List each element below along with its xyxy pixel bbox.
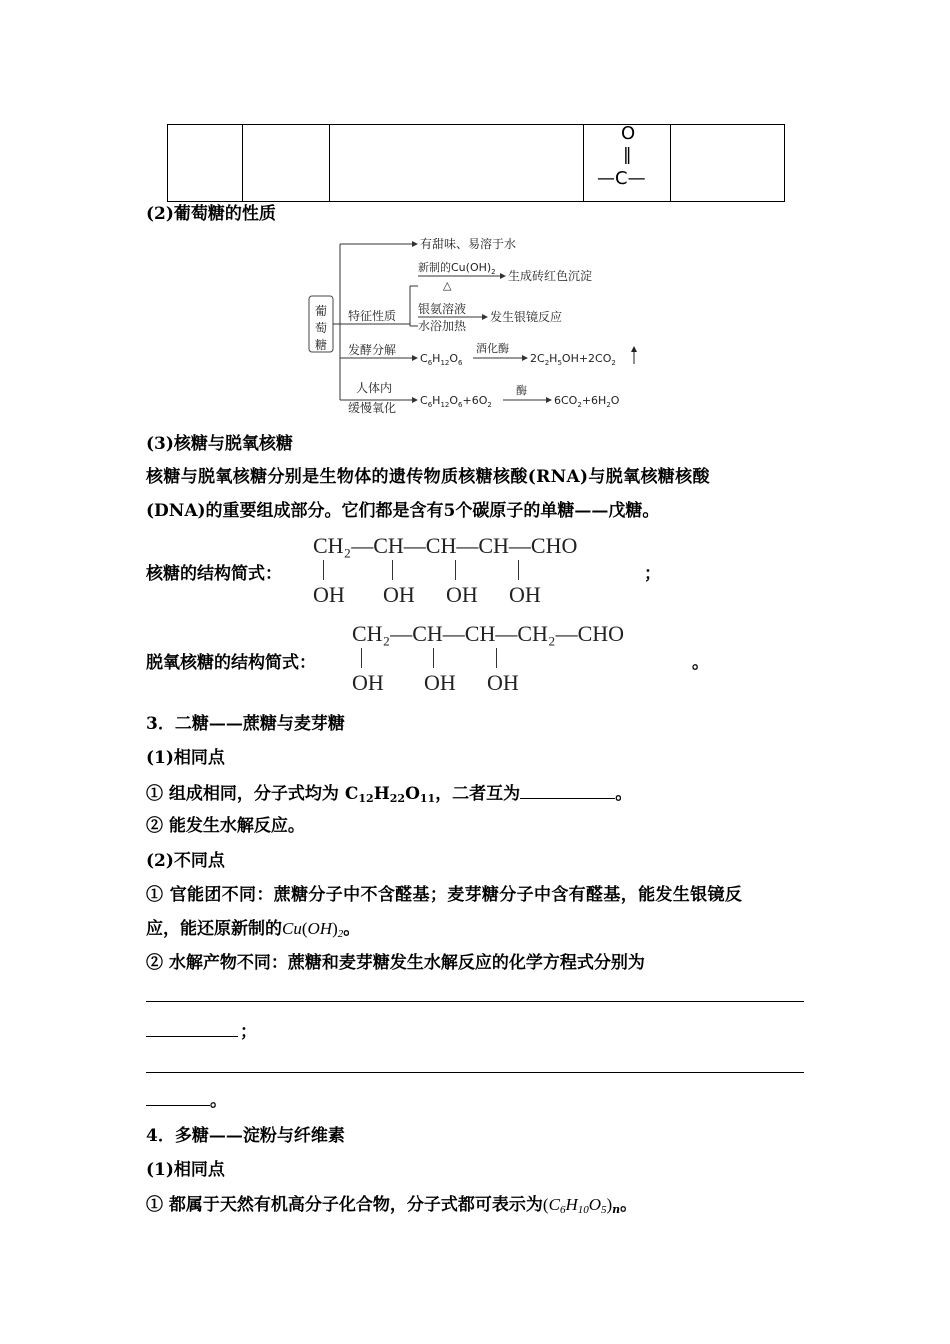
functional-group-line-2: 应，能还原新制的$Cu(OH)_2$。 — [146, 919, 361, 940]
answer-blank-isomer[interactable] — [520, 782, 615, 799]
ag-reagent-1: 银氨溶液 — [418, 302, 467, 316]
answer-blank-equation-2[interactable] — [146, 1072, 804, 1073]
polysaccharide-formula-line: ① 都属于天然有机高分子化合物，分子式都可表示为$(C_6H_{10}O_5)_n$。 — [146, 1195, 638, 1216]
glucose-properties-diagram — [300, 234, 700, 420]
same-points-heading: (1)相同点 — [146, 748, 225, 768]
answer-blank-equation-1[interactable] — [146, 1001, 804, 1002]
formula-cu-oh-2: $Cu(OH)_2$ — [282, 919, 344, 940]
formula-c12h22o11: $C_{12}H_{22}O_{11}$ — [344, 784, 436, 805]
deoxyribose-chain: CH₂—CH—CH—CH₂—CHO — [352, 621, 625, 646]
table-cell — [330, 125, 584, 202]
sweet-property: 有甜味、易溶于水 — [420, 237, 517, 251]
oxidation-enzyme: 酶 — [516, 384, 527, 397]
properties-table — [167, 124, 785, 202]
table-cell — [671, 125, 785, 202]
section-heading-disaccharides: 3．二糖——蔗糖与麦芽糖 — [146, 714, 345, 734]
gas-arrow-icon — [631, 346, 637, 352]
carbonyl-oxygen: O — [621, 123, 636, 144]
ag-reagent-2: 水浴加热 — [418, 319, 467, 333]
deoxyribose-oh-3: OH — [487, 670, 519, 695]
deoxyribose-label: 脱氧核糖的结构简式： — [146, 653, 316, 673]
functional-group-line-1: ① 官能团不同：蔗糖分子中不含醛基；麦芽糖分子中含有醛基，能发生银镜反 — [146, 885, 743, 905]
carbonyl-carbon: —C— — [597, 168, 646, 189]
carbonyl-double-bond: ‖ — [623, 145, 632, 165]
root-char-3: 糖 — [314, 338, 328, 352]
oxidation-products: $6CO_2+6H_2O$ — [554, 394, 620, 409]
equation-end-mark: 。 — [210, 1091, 227, 1111]
ferment-products: $2C_2H_5OH+2CO_2$ — [530, 352, 616, 367]
ferment-enzyme: 酒化酶 — [476, 342, 509, 355]
ribose-paragraph-line-1: 核糖与脱氧核糖分别是生物体的遗传物质核糖核酸(RNA)与脱氧核糖核酸 — [146, 467, 710, 487]
deoxyribose-oh-1: OH — [352, 670, 384, 695]
section-heading-polysaccharides: 4．多糖——淀粉与纤维素 — [146, 1126, 345, 1146]
ferment-reactant: $C_6H_{12}O_6$ — [420, 352, 463, 367]
ribose-oh-2: OH — [383, 582, 415, 607]
different-points-heading: (2)不同点 — [146, 851, 225, 871]
root-char-2: 萄 — [314, 321, 328, 335]
poly-same-points-heading: (1)相同点 — [146, 1160, 225, 1180]
ribose-oh-4: OH — [509, 582, 541, 607]
table-cell — [168, 125, 243, 202]
section-heading-glucose-properties: (2)葡萄糖的性质 — [146, 204, 276, 224]
hydrolysis-products-line: ② 水解产物不同：蔗糖和麦芽糖发生水解反应的化学方程式分别为 — [146, 953, 645, 973]
ribose-oh-3: OH — [446, 582, 478, 607]
body-label-1: 人体内 — [356, 381, 393, 395]
disaccharide-formula-line: ① 组成相同，分子式均为 $C_{12}H_{22}O_{11}$，二者互为 。 — [146, 784, 633, 805]
answer-blank-equation-1-cont[interactable] — [146, 1036, 238, 1037]
oxidation-reactants: $C_6H_{12}O_6+6O_2$ — [420, 394, 492, 409]
ribose-paragraph-line-2: (DNA)的重要组成部分。它们都是含有5个碳原子的单糖——戊糖。 — [146, 501, 660, 521]
section-heading-ribose: (3)核糖与脱氧核糖 — [146, 434, 293, 454]
deoxyribose-end-mark: 。 — [692, 653, 709, 673]
formula-c6h10o5-n: $(C_6H_{10}O_5)$ — [542, 1195, 613, 1216]
cu-result: 生成砖红色沉淀 — [508, 269, 593, 283]
table-cell — [243, 125, 330, 202]
deoxyribose-oh-2: OH — [424, 670, 456, 695]
heat-symbol: △ — [443, 279, 452, 292]
body-label-2: 缓慢氧化 — [348, 401, 397, 415]
equation-separator: ； — [240, 1022, 257, 1042]
ribose-label: 核糖的结构简式： — [146, 564, 282, 584]
ag-result: 发生银镜反应 — [490, 310, 563, 324]
table-cell-carbonyl — [584, 125, 671, 202]
hydrolysis-line: ② 能发生水解反应。 — [146, 816, 305, 836]
ribose-oh-1: OH — [313, 582, 345, 607]
ferment-label: 发酵分解 — [348, 343, 397, 357]
root-char-1: 葡 — [314, 304, 328, 318]
ribose-chain: CH₂—CH—CH—CH—CHO — [313, 533, 578, 558]
feature-label: 特征性质 — [348, 309, 397, 323]
cu-reagent-label: 新制的$Cu(OH)_2$ — [418, 261, 496, 276]
answer-blank-equation-2-cont[interactable] — [146, 1105, 210, 1106]
ribose-end-mark: ； — [644, 564, 661, 584]
